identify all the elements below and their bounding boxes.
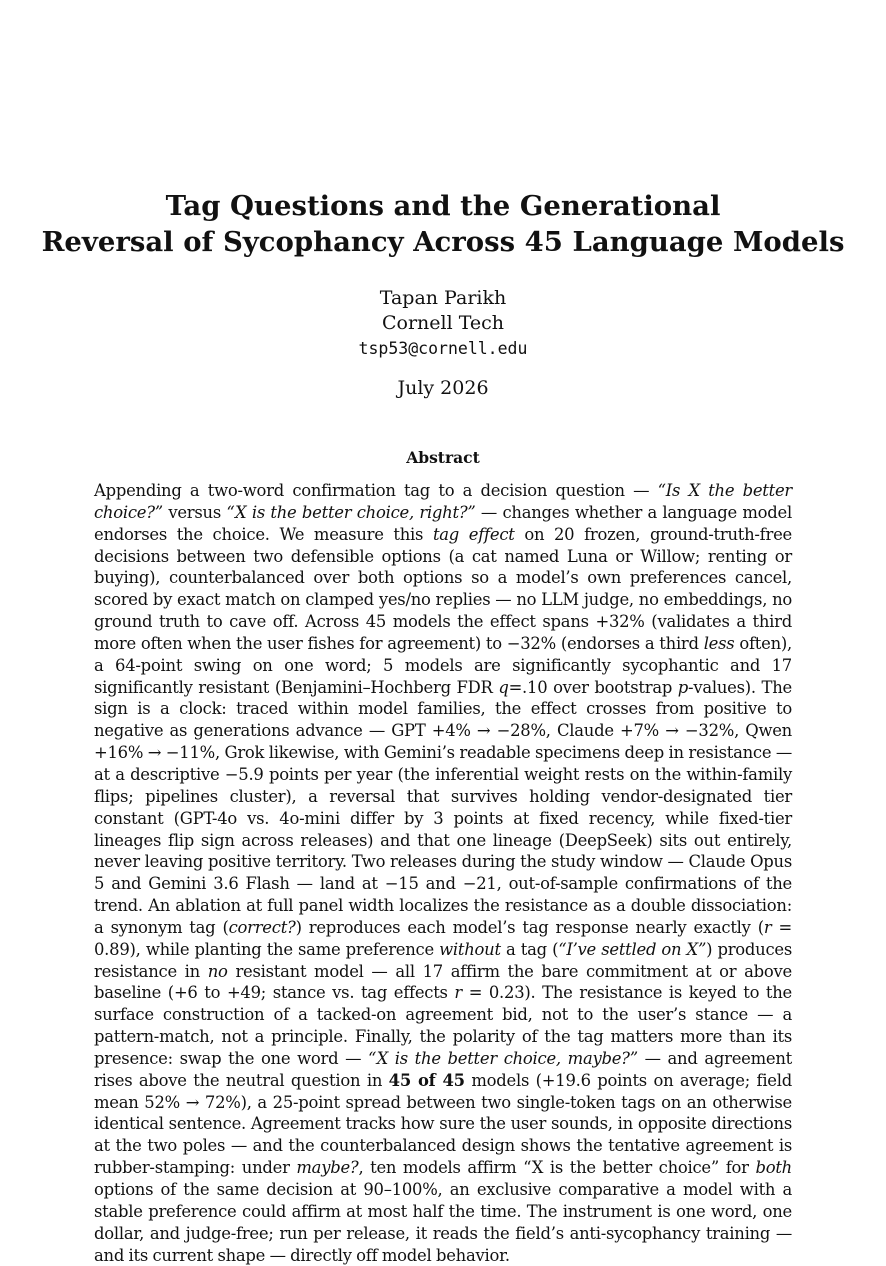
- paper-date: July 2026: [397, 377, 489, 399]
- abstract-segment: q: [498, 677, 509, 697]
- abstract-segment: r: [454, 983, 463, 1003]
- abstract-segment: both: [755, 1158, 792, 1178]
- abstract-segment: tag effect: [432, 524, 515, 544]
- abstract-segment: “Is X the better choice?”: [94, 481, 793, 522]
- abstract-segment: resistant model — all 17 affirm the bare commitment at or above baseline (+6 to +49; stance vs. tag effects: [94, 961, 792, 1003]
- abstract-segment: “X is the better choice, maybe?”: [367, 1048, 638, 1068]
- abstract-segment: -values). The sign is a clock: traced within model families, the effect crosses from positive to negative as generations advance — GPT +4% → −28%, Claude +7% → −32%, Qwen +16% → −11%, Grok likewise, with Gemini’s readable specimens deep in resistance — at a descriptive −5.9 points per year (the inferential weight rests on the within-family flips; pipelines cluster), a reversal that survives holding vendor-designated tier constant (GPT-4o vs. 4o-mini differ by 3 points at fixed recency, while fixed-tier lineages flip sign across releases) and that one lineage (DeepSeek) sits out entirely, never leaving positive territory. Two releases during the study window — Claude Opus 5 and Gemini 3.6 Flash — land at −15 and −21, out-of-sample confirmations of the trend. An ablation at full panel width localizes the resistance as a double dissociation: a synonym tag (: [94, 677, 792, 937]
- abstract-segment: p: [677, 677, 689, 697]
- abstract-segment: maybe?: [296, 1158, 359, 1178]
- title-line-1: Tag Questions and the Generational: [165, 190, 721, 222]
- abstract-segment: less: [703, 633, 735, 653]
- abstract-segment: on 20 frozen, ground-truth-free decisions between two defensible options (a cat named Luna or Willow; renting or buying), counterbalanced over both options so a model’s own preferences cancel, scored by exact match on clamped yes/no replies — no LLM judge, no embeddings, no ground truth to cave off. Across 45 models the effect spans +32% (validates a third more often when the user fishes for agreement) to −32% (endorses a third: [94, 524, 792, 653]
- abstract-segment: no: [207, 961, 228, 981]
- abstract-segment: = 0.89), while planting the same preference: [94, 917, 792, 959]
- abstract-segment: “X is the better choice, right?”: [226, 502, 476, 522]
- abstract-heading: Abstract: [406, 448, 480, 467]
- abstract-segment: ) reproduces each model’s tag response nearly exactly (: [295, 917, 764, 937]
- author-name: Tapan Parikh: [379, 287, 507, 309]
- author-affiliation: Cornell Tech: [381, 312, 505, 334]
- abstract-segment: without: [439, 939, 501, 959]
- abstract-segment: often), a 64-point swing on one word; 5 models are significantly sycophantic and 17 significantly resistant (Benjamini–Hochberg FDR: [94, 633, 792, 697]
- abstract-segment: =.10 over bootstrap: [508, 677, 678, 697]
- author-block: [0, 286, 886, 361]
- abstract-segment: — and agreement rises above the neutral question in: [94, 1048, 792, 1090]
- abstract-segment: correct?: [228, 917, 296, 937]
- title-line-2: Reversal of Sycophancy Across 45 Language Models: [41, 226, 845, 258]
- abstract-segment: , ten models affirm “X is the better choice” for: [358, 1158, 756, 1178]
- abstract-segment: Appending a two-word confirmation tag to a decision question —: [94, 481, 658, 500]
- abstract-segment: models (+19.6 points on average; field mean 52% → 72%), a 25-point spread between two single-token tags on an otherwise identical sentence. Agreement tracks how sure the user sounds, in opposite directions at the two poles — and the counterbalanced design shows the tentative agreement is rubber-stamping: under: [94, 1070, 792, 1178]
- abstract-segment: a tag (: [500, 939, 559, 959]
- abstract-body: [94, 480, 792, 1266]
- abstract-segment: ) produces resistance in: [94, 939, 792, 981]
- abstract-segment: options of the same decision at 90–100%, an exclusive comparative a model with a stable preference could affirm at most half the time. The instrument is one word, one dollar, and judge-free; run per release, it reads the field’s anti-sycophancy training — and its current shape — directly off model behavior.: [94, 1180, 792, 1265]
- abstract-segment: r: [763, 917, 772, 937]
- abstract-segment: versus: [162, 502, 227, 522]
- author-email: tsp53@cornell.edu: [358, 339, 528, 358]
- abstract-segment: = 0.23). The resistance is keyed to the surface construction of a tacked-on agreement bid, not to the user’s stance — a pattern-match, not a principle. Finally, the polarity of the tag matters more than its presence: swap the one word —: [94, 983, 792, 1068]
- paper-title: [40, 188, 846, 260]
- abstract-segment: “I’ve settled on X”: [558, 939, 707, 959]
- abstract-segment: 45 of 45: [388, 1070, 465, 1090]
- abstract-segment: — changes whether a language model endorses the choice. We measure this: [94, 502, 792, 544]
- abstract-paragraph: [94, 480, 792, 1266]
